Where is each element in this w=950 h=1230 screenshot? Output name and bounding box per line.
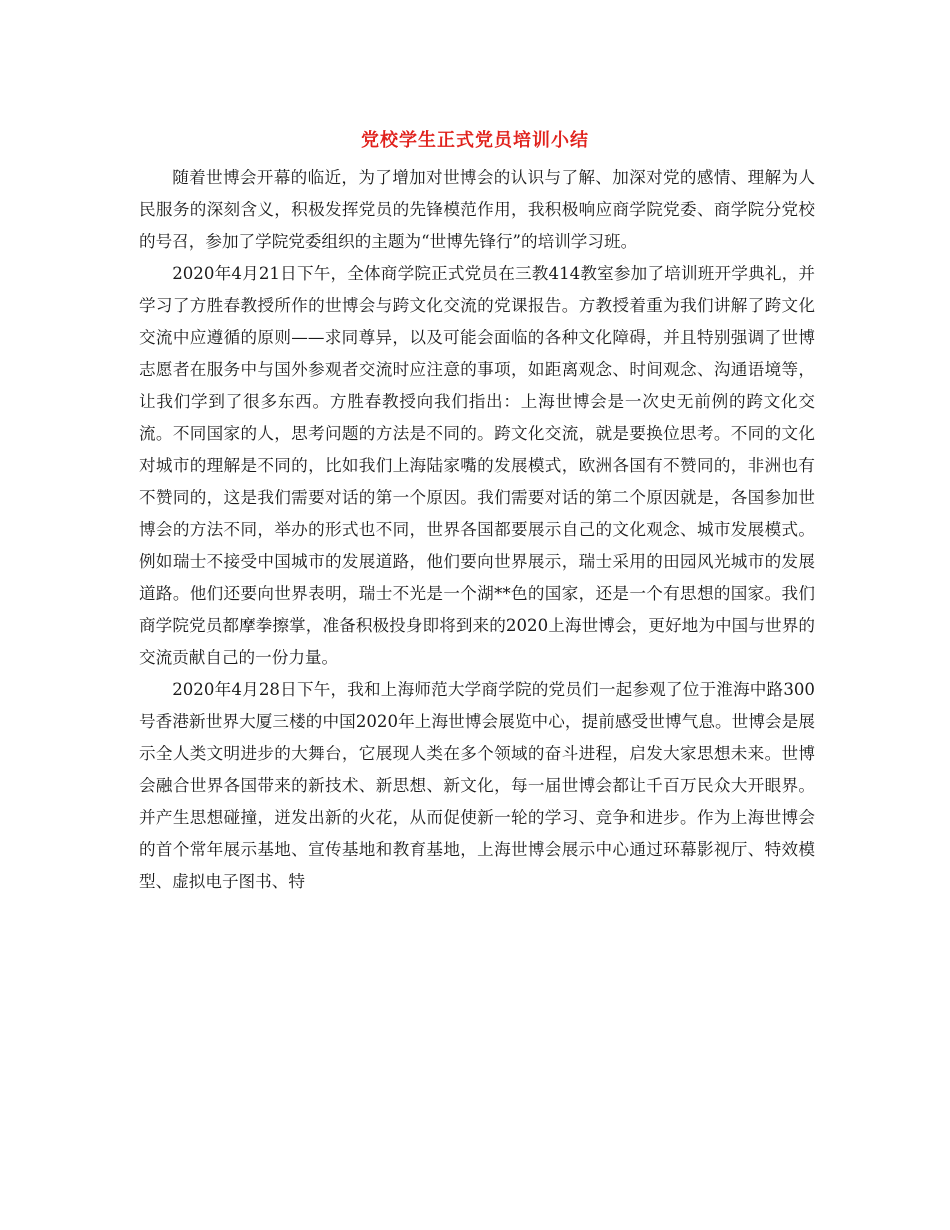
paragraph-1: 随着世博会开幕的临近，为了增加对世博会的认识与了解、加深对党的感情、理解为人民服务的深刻含义，积极发挥党员的先锋模范作用，我积极响应商学院党委、商学院分党校的号召，参加了学院党委组织的主题为“世博先锋行”的培训学习班。 [139, 168, 815, 251]
document-title: 党校学生正式党员培训小结 [361, 130, 589, 151]
paragraph-3: 2020年4月28日下午，我和上海师范大学商学院的党员们一起参观了位于淮海中路300号香港新世界大厦三楼的中国2020年上海世博会展览中心，提前感受世博气息。世博会是展示全人类文明进步的大舞台，它展现人类在多个领域的奋斗进程，启发大家思想未来。世博会融合世界各国带来的新技术、新思想、新文化，每一届世博会都让千百万民众大开眼界。并产生思想碰撞，迸发出新的火花，从而促使新一轮的学习、竞争和进步。作为上海世博会的首个常年展示基地、宣传基地和教育基地，上海世博会展示中心通过环幕影视厅、特效模型、虚拟电子图书、特 [139, 680, 815, 891]
paragraph-2: 2020年4月21日下午，全体商学院正式党员在三教414教室参加了培训班开学典礼，并学习了方胜春教授所作的世博会与跨文化交流的党课报告。方教授着重为我们讲解了跨文化交流中应遵循的原则——求同尊异，以及可能会面临的各种文化障碍，并且特别强调了世博志愿者在服务中与国外参观者交流时应注意的事项，如距离观念、时间观念、沟通语境等，让我们学到了很多东西。方胜春教授向我们指出：上海世博会是一次史无前例的跨文化交流。不同国家的人，思考问题的方法是不同的。跨文化交流，就是要换位思考。不同的文化对城市的理解是不同的，比如我们上海陆家嘴的发展模式，欧洲各国有不赞同的，非洲也有不赞同的，这是我们需要对话的第一个原因。我们需要对话的第二个原因就是，各国参加世博会的方法不同，举办的形式也不同，世界各国都要展示自己的文化观念、城市发展模式。例如瑞士不接受中国城市的发展道路，他们要向世界展示，瑞士采用的田园风光城市的发展道路。他们还要向世界表明，瑞士不光是一个湖**色的国家，还是一个有思想的国家。我们商学院党员都摩拳擦掌，准备积极投身即将到来的2020上海世博会，更好地为中国与世界的交流贡献自己的一份力量。 [139, 264, 815, 667]
document-body [139, 162, 815, 898]
